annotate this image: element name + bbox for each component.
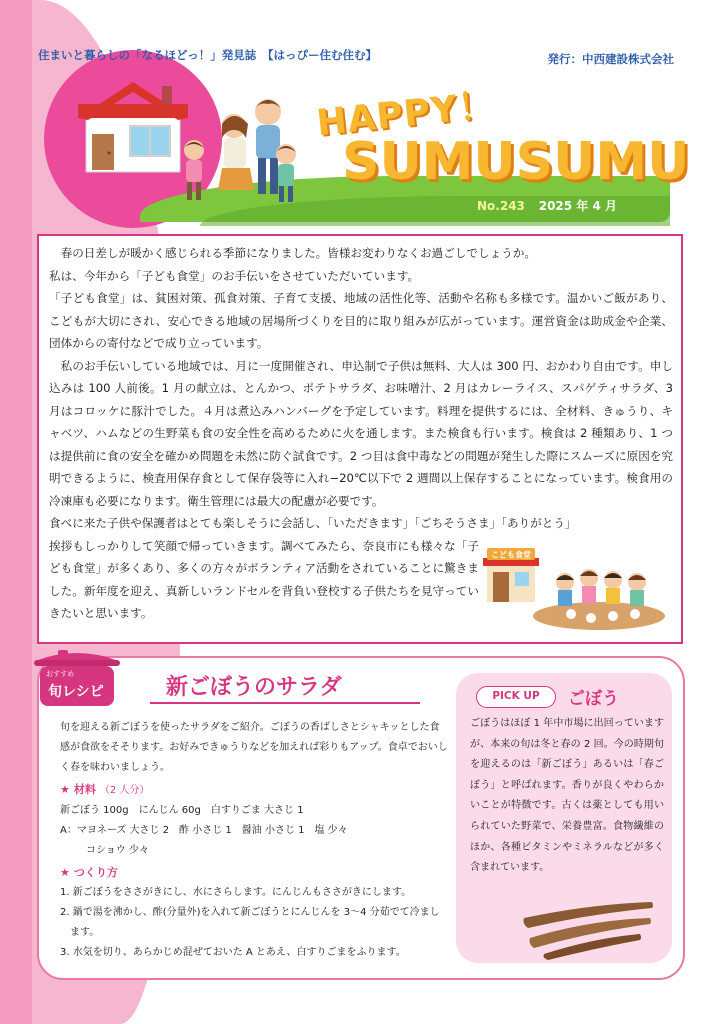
issue-info: [477, 197, 617, 214]
logo-sumusumu: SUMUSUMU: [342, 132, 690, 192]
article-paragraph: 食べに来た子供や保護者はとても楽しそうに会話し、「いただきます」「ごちそうさま」「ありがとう」: [49, 516, 577, 530]
article-paragraph: 挨拶もしっかりして笑顔で帰っていきます。調べてみたら、奈良市にも様々な「子ども食堂」が多くあり、多くの方々がボランティア活動をされていることに驚きました。新年度を迎え、真新しいランドセルを背負い登校する子供たちを見守っていきたいと思います。: [49, 538, 479, 620]
pickup-title: ごぼう: [568, 689, 619, 709]
newsletter-tagline: 住まいと暮らしの「なるほどっ！」発見誌 【はっぴー住む住む】: [38, 48, 378, 62]
kodomo-sign-text: こども食堂: [491, 550, 531, 560]
ingredients-heading: [60, 780, 448, 801]
family-illustration: [170, 92, 310, 212]
servings: （2 人分）: [99, 785, 150, 796]
recipe-step: 2. 鍋で湯を沸かし、酢(分量外)を入れて新ごぼうとにんじんを 3〜4 分茹でて冷まします。: [60, 907, 440, 938]
steps-heading-label: つくり方: [73, 866, 118, 879]
recipe-step: 3. 水気を切り、あらかじめ混ぜておいた A とあえ、白すりごまをふります。: [60, 947, 406, 958]
issue-number: No.243: [477, 199, 525, 213]
recipe-step: 1. 新ごぼうをささがきにし、水にさらします。にんじんもささがきにします。: [60, 887, 412, 898]
ingredient-line: コショウ 少々: [86, 845, 149, 856]
star-icon: ★: [60, 783, 70, 796]
recipe-pot-badge: [32, 648, 122, 708]
recipe-title: 新ごぼうのサラダ: [166, 675, 342, 700]
article-paragraph: 私は、今年から「子ども食堂」のお手伝いをさせていただいています。: [49, 268, 420, 283]
pickup-body: ごぼうはほぼ 1 年中市場に出回っていますが、本来の旬は冬と春の 2 回。今の時期旬を迎えるのは「新ごぼう」あるいは「春ごぼう」と呼ばれます。香りが良くやわらかいことが特徴です。古くは薬としても用いられていた野菜で、栄養豊富。食物繊維のほか、各種ビタミンやミネラルなどが多く含まれています。: [470, 718, 664, 874]
publisher-name: 発行：中西建設株式会社: [547, 52, 674, 66]
article-paragraph: 「子ども食堂」は、貧困対策、孤食対策、子育て支援、地域の活性化等、活動や名称も多様です。温かいご飯があり、こどもが大切にされ、安心できる地域の居場所づくりを目的に取り組みが広がっています。運営資金は助成金や企業、団体からの寄付などで成り立っています。: [49, 291, 673, 350]
ingredient-line: 新ごぼう 100g にんじん 60g 白すりごま 大さじ 1: [60, 805, 304, 816]
issue-date: 2025 年 4 月: [538, 199, 618, 213]
recipe-body: [60, 718, 448, 963]
main-article: [37, 234, 683, 644]
burdock-root-illustration: [520, 898, 656, 960]
article-paragraph: 私のお手伝いしている地域では、月に一度開催され、申込制で子供は無料、大人は 300 円、おかわり自由です。申し込みは 100 人前後。1 月の献立は、とんかつ、ポテトサラダ、お味噌汁、2 月はカレーライス、スパゲティサラダ、3 月はコロッケに豚汁でした。４月は煮込みハンバーグを予定しています。料理を提供するには、全材料、きゅうり、キャベツ、ハムなどの生野菜も食の安全性を高めるために火を通します。また検食も行います。検食は 2 種類あり、1 つは提供前に食の安全を確かめ問題を未然に防ぐ試食です。2 つ目は食中毒などの問題が発生した際にスムーズに原因を究明できるように、検査用保存食として保存袋等に入れ−20℃以下で 2 週間以上保存することになっています。検食用の冷凍庫も必要になります。衛生管理には最大の配慮が必要です。: [49, 358, 673, 508]
kodomo-shokudo-illustration: [479, 546, 669, 634]
recipe-badge-main: 旬レシピ: [48, 684, 104, 700]
logo-happy: HAPPY！: [314, 84, 497, 145]
star-icon: ★: [60, 866, 70, 879]
ingredients-heading-label: 材料: [73, 783, 96, 796]
recipe-title-underline: [150, 702, 420, 704]
ingredient-line: A：マヨネーズ 大さじ 2 酢 小さじ 1 醤油 小さじ 1 塩 少々: [60, 825, 348, 836]
pickup-badge: PICK UP: [476, 686, 556, 708]
left-pink-stripe-inner: [0, 0, 32, 1024]
steps-heading: [60, 863, 448, 883]
article-paragraph: 春の日差しが暖かく感じられる季節になりました。皆様お変わりなくお過ごしでしょうか。: [49, 246, 536, 260]
recipe-intro: 旬を迎える新ごぼうを使ったサラダをご紹介。ごぼうの香ばしさとシャキッとした食感が食欲をそそります。お好みできゅうりなどを加えれば彩りもアップ。食卓でおいしく春を味わいましょう。: [60, 722, 448, 773]
recipe-badge-small: おすすめ: [46, 670, 75, 678]
